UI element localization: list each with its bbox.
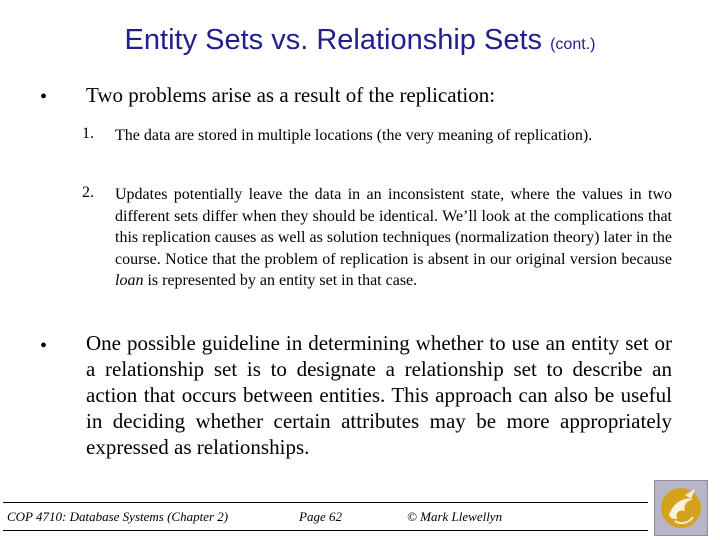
list-item-text-part: Updates potentially leave the data in an inconsistent state, where the values in two different sets differ when they should be identical. We’ll look at the complications that this replication causes as well as solution techniques (normalization theory) later in the course. Notice that the problem of replication is absent in our original version because [115, 186, 672, 268]
list-item-text-part: is represented by an entity set in that case. [143, 272, 418, 289]
bullet-text: One possible guideline in determining whether to use an entity set or a relationship set is to designate a relationship set to describe an action that occurs between entities. This approach can also be useful in deciding whether certain attributes may be more appropriately expressed as relationships. [86, 331, 672, 459]
list-number: 1. [82, 125, 94, 142]
title-suffix: (cont.) [550, 36, 596, 53]
title-text: Entity Sets vs. Relationship Sets [124, 24, 543, 56]
slide-title [0, 24, 720, 57]
footer-course: COP 4710: Database Systems (Chapter 2) [7, 509, 229, 524]
list-item-text [115, 184, 672, 292]
bullet-marker: • [40, 335, 48, 357]
bullet-marker: • [40, 86, 48, 108]
emphasized-term: loan [115, 272, 144, 289]
list-item-text: The data are stored in multiple locations (the very meaning of replication). [115, 127, 593, 144]
footer-page: Page 62 [299, 509, 342, 524]
logo [654, 480, 708, 536]
footer-bar [3, 502, 648, 531]
gold-pegasus-logo-icon [655, 481, 707, 535]
list-number: 2. [82, 184, 94, 201]
footer-author: © Mark Llewellyn [407, 509, 503, 524]
bullet-text: Two problems arise as a result of the replication: [86, 83, 496, 107]
